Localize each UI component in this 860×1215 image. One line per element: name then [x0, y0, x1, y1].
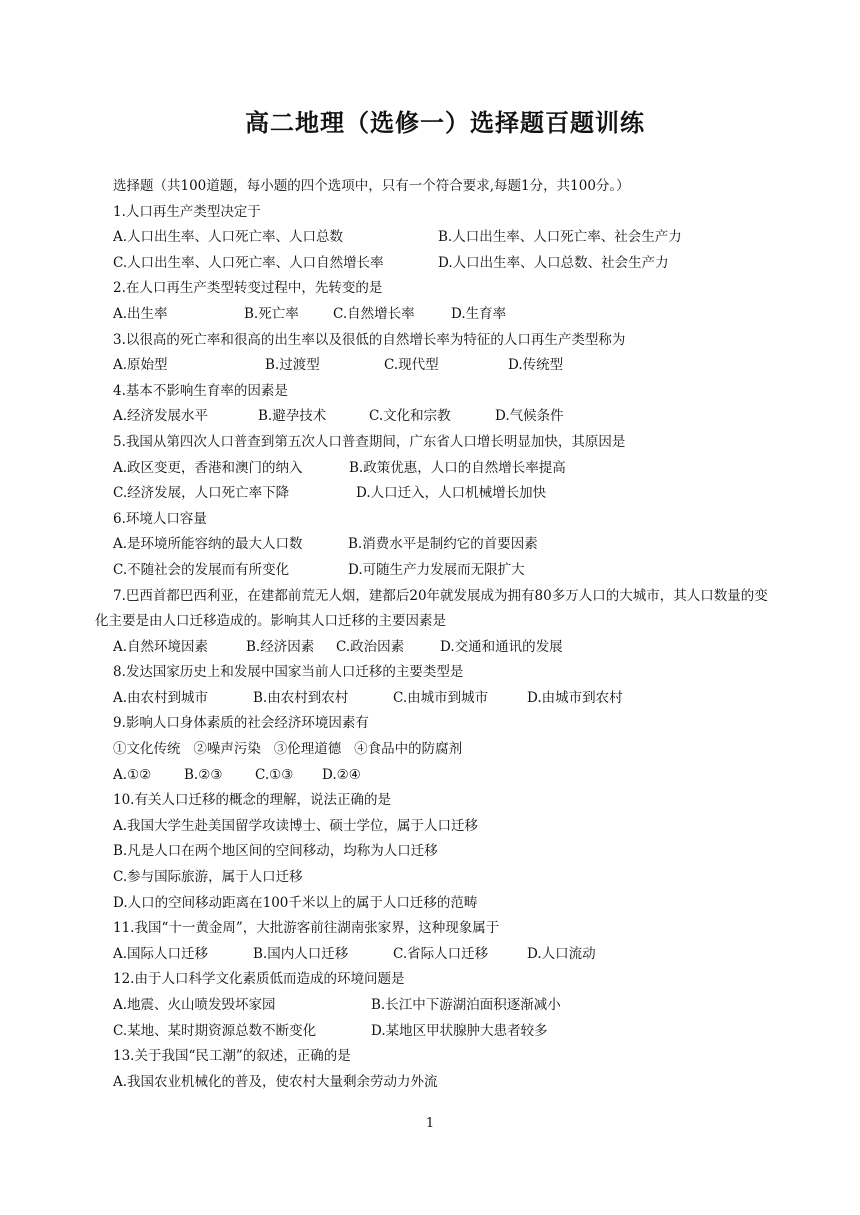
option-b: B.过渡型	[265, 357, 320, 374]
option-a: A.地震、火山喷发毁坏家园	[113, 997, 276, 1013]
option-d: D.人口迁入，人口机械增长加快	[356, 485, 547, 502]
question-12-options-row1	[95, 993, 773, 1019]
question-4-options	[95, 404, 773, 430]
option-c: C.经济发展，人口死亡率下降	[113, 485, 290, 502]
question-1-options-row1	[95, 225, 773, 251]
option-b: B.死亡率	[244, 305, 299, 322]
question-2-stem: 2.在人口再生产类型转变过程中，先转变的是	[113, 280, 383, 297]
option-d: D.人口的空间移动距离在100千米以上的属于人口迁移的范畴	[113, 894, 478, 911]
option-b: B.凡是人口在两个地区间的空间移动，均称为人口迁移	[113, 843, 438, 860]
option-a: A.我国大学生赴美国留学攻读博士、硕士学位，属于人口迁移	[113, 817, 479, 834]
option-d: D.交通和通讯的发展	[440, 638, 563, 655]
question-3-stem: 3.以很高的死亡率和很高的出生率以及很低的自然增长率为特征的人口再生产类型称为	[113, 331, 626, 348]
option-a: A.国际人口迁移	[113, 945, 209, 962]
option-c: C.不随社会的发展而有所变化	[113, 561, 290, 578]
option-a: A.由农村到城市	[113, 689, 209, 706]
option-d: D.②④	[322, 766, 361, 783]
option-b: B.长江中下游湖泊面积逐渐减小	[371, 997, 561, 1013]
option-a: A.①②	[113, 766, 152, 783]
question-9-items: ①文化传统 ②噪声污染 ③伦理道德 ④食品中的防腐剂	[113, 741, 463, 758]
option-a: A.原始型	[113, 357, 168, 374]
option-d: D.气候条件	[495, 408, 564, 425]
question-2-options	[95, 302, 773, 328]
question-6-stem: 6.环境人口容量	[113, 510, 207, 527]
question-7-options	[95, 635, 773, 661]
option-c: C.现代型	[384, 357, 439, 374]
page-number: 1	[425, 1116, 435, 1131]
option-c: C.某地、某时期资源总数不断变化	[113, 1022, 317, 1039]
question-7-stem: 7.巴西首都巴西利亚，在建都前荒无人烟，建都后20年就发展成为拥有80多万人口的大城市，其人口数量的变化主要是由人口迁移造成的。影响其人口迁移的主要因素是	[95, 587, 768, 630]
question-12-stem: 12.由于人口科学文化素质低而造成的环境问题是	[113, 971, 405, 988]
question-8-options	[95, 686, 773, 712]
option-b: B.人口出生率、人口死亡率、社会生产力	[438, 229, 682, 246]
question-5-options-row2	[95, 481, 773, 507]
option-a: A.经济发展水平	[113, 408, 209, 425]
option-d: D.人口出生率、人口总数、社会生产力	[438, 254, 669, 271]
question-1-stem: 1.人口再生产类型决定于	[113, 203, 261, 220]
question-list	[95, 174, 773, 1095]
option-a: A.人口出生率、人口死亡率、人口总数	[113, 229, 344, 246]
option-c: C.①③	[255, 766, 294, 783]
question-11-options	[95, 942, 773, 968]
option-d: D.由城市到农村	[527, 689, 623, 706]
option-b: B.避孕技术	[258, 408, 327, 425]
option-b: B.政策优惠，人口的自然增长率提高	[349, 459, 566, 476]
option-a: A.自然环境因素	[113, 638, 209, 655]
option-c: C.文化和宗教	[369, 408, 451, 425]
question-13-stem: 13.关于我国“民工潮”的叙述，正确的是	[113, 1048, 351, 1065]
option-c: C.由城市到城市	[393, 689, 489, 706]
question-1-options-row2	[95, 251, 773, 277]
option-b: B.②③	[184, 766, 223, 783]
option-a: A.是环境所能容纳的最大人口数	[113, 536, 303, 553]
question-11-stem: 11.我国“十一黄金周”，大批游客前往湖南张家界，这种现象属于	[113, 920, 500, 937]
option-d: D.某地区甲状腺肿大患者较多	[371, 1022, 548, 1039]
instructions: 选择题（共100道题，每小题的四个选项中，只有一个符合要求,每题1分，共100分。）	[113, 178, 630, 194]
question-12-options-row2	[95, 1019, 773, 1045]
question-9-stem: 9.影响人口身体素质的社会经济环境因素有	[113, 715, 369, 732]
question-5-stem: 5.我国从第四次人口普查到第五次人口普查期间，广东省人口增长明显加快，其原因是	[113, 433, 626, 450]
question-4-stem: 4.基本不影响生育率的因素是	[113, 382, 288, 399]
option-d: D.人口流动	[527, 945, 596, 962]
option-b: B.国内人口迁移	[253, 945, 349, 962]
question-5-options-row1	[95, 456, 773, 482]
question-6-options-row2	[95, 558, 773, 584]
option-b: B.消费水平是制约它的首要因素	[348, 536, 538, 553]
option-b: B.经济因素	[246, 638, 315, 655]
option-a: A.我国农业机械化的普及，使农村大量剩余劳动力外流	[113, 1073, 438, 1090]
option-c: C.政治因素	[336, 638, 405, 655]
option-b: B.由农村到农村	[253, 689, 349, 706]
option-d: D.生育率	[451, 305, 507, 322]
option-a: A.政区变更，香港和澳门的纳入	[113, 459, 303, 476]
question-9-options	[95, 763, 773, 789]
question-3-options	[95, 353, 773, 379]
option-c: C.人口出生率、人口死亡率、人口自然增长率	[113, 254, 384, 271]
option-d: D.可随生产力发展而无限扩大	[348, 561, 525, 578]
option-d: D.传统型	[508, 357, 564, 374]
document-title: 高二地理（选修一）选择题百题训练	[245, 109, 645, 137]
option-c: C.参与国际旅游，属于人口迁移	[113, 869, 303, 886]
option-a: A.出生率	[113, 305, 168, 322]
question-10-stem: 10.有关人口迁移的概念的理解，说法正确的是	[113, 792, 391, 809]
question-6-options-row1	[95, 532, 773, 558]
option-c: C.自然增长率	[333, 305, 415, 322]
question-8-stem: 8.发达国家历史上和发展中国家当前人口迁移的主要类型是	[113, 664, 464, 681]
option-c: C.省际人口迁移	[393, 945, 489, 962]
